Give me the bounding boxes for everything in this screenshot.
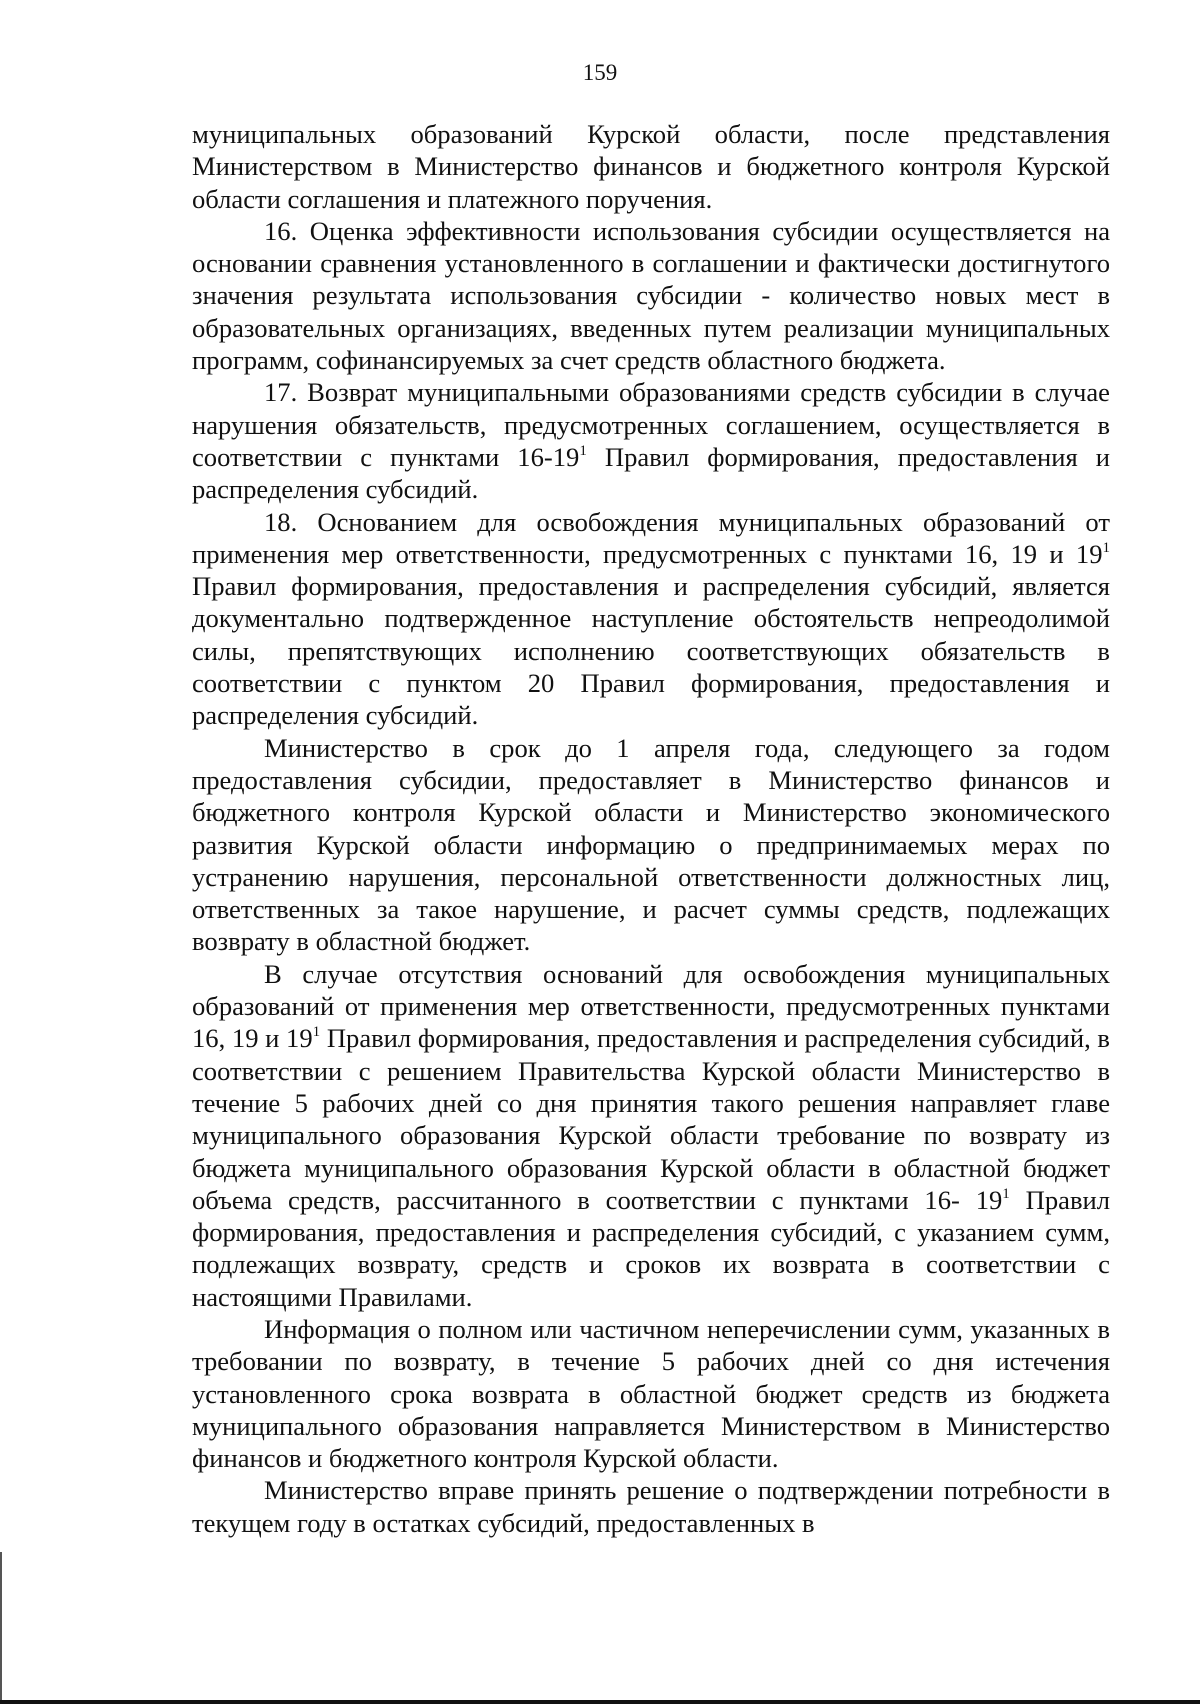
superscript: 1 — [1102, 540, 1110, 556]
paragraph-text: Министерство вправе принять решение о подтверждении потребности в текущем году в остатках субсидий, предоставленных в — [192, 1475, 1110, 1538]
paragraph-no-grounds — [192, 958, 1110, 1313]
paragraph-text: муниципальных образований Курской области, после представления Министерством в Министерство финансов и бюджетного контроля Курской области соглашения и платежного поручения. — [192, 119, 1110, 214]
paragraph-ministry-decision — [192, 1474, 1110, 1539]
paragraph-text: Правил формирования, предоставления и распределения субсидий, является документально подтвержденное наступление обстоятельств непреодолимой силы, препятствующих исполнению соответствующих обязательств в соответствии с пунктом 20 Правил формирования, предоставления и распределения субсидий. — [192, 571, 1110, 731]
body-text — [192, 118, 1110, 1539]
paragraph-item-17 — [192, 376, 1110, 505]
paragraph-text: Правил формирования, предоставления и распределения субсидий, с указанием сумм, подлежащих возврату, средств и сроков их возврата в соответствии с настоящими Правилами. — [192, 1184, 1111, 1312]
paragraph-text: 16. Оценка эффективности использования субсидии осуществляется на основании сравнения установленного в соглашении и фактически достигнутого значения результата использования субсидии - количество новых мест в образовательных организациях, введенных путем реализации муниципальных программ, софинансируемых за счет средств областного бюджета. — [192, 215, 1110, 376]
scan-bottom-border — [0, 1700, 1200, 1704]
paragraph-item-16 — [192, 215, 1110, 376]
paragraph-continuation — [192, 118, 1110, 215]
superscript: 1 — [579, 443, 587, 460]
scan-edge-mark — [0, 1552, 2, 1700]
paragraph-text: 17. Возврат муниципальными образованиями средств субсидии в случае нарушения обязательств, предусмотренных соглашением, осуществляется в соответствии с пунктами 16-19 — [192, 377, 1110, 472]
paragraph-text: Правил формирования, предоставления и распределения субсидий. — [192, 441, 1110, 505]
paragraph-information — [192, 1313, 1110, 1474]
paragraph-item-18 — [192, 506, 1110, 732]
paragraph-text: Информация о полном или частичном неперечислении сумм, указанных в требовании по возврату, в течение 5 рабочих дней со дня истечения установленного срока возврата в областной бюджет средств из бюджета муниципального образования направляется Министерством в Министерство финансов и бюджетного контроля Курской области. — [192, 1313, 1110, 1474]
paragraph-text: Министерство в срок до 1 апреля года, следующего за годом предоставления субсидии, предоставляет в Министерство финансов и бюджетного контроля Курской области и Министерство экономического развития Курской области информацию о предпринимаемых мерах по устранению нарушения, персональной ответственности должностных лиц, ответственных за такое нарушение, и расчет суммы средств, подлежащих возврату в областной бюджет. — [192, 732, 1110, 957]
paragraph-text: В случае отсутствия оснований для освобождения муниципальных образований от применения мер ответственности, предусмотренных пунктами 16, 19 и 19 — [192, 958, 1110, 1054]
superscript: 1 — [1002, 1185, 1010, 1202]
paragraph-ministry-report — [192, 732, 1110, 958]
paragraph-text: 18. Основанием для освобождения муниципальных образований от применения мер ответственности, предусмотренных с пунктами 16, 19 и 19 — [192, 506, 1110, 569]
superscript: 1 — [312, 1024, 321, 1041]
page-number: 159 — [582, 60, 618, 85]
paragraph-text: Правил формирования, предоставления и распределения субсидий, в соответствии с решением Правительства Курской области Министерство в течение 5 рабочих дней со дня принятия такого решения направляет главе муниципального образования Курской области требование по возврату из бюджета муниципального образования Курской области в областной бюджет объема средств, рассчитанного в соответствии с пунктами 16- 19 — [192, 1023, 1110, 1215]
